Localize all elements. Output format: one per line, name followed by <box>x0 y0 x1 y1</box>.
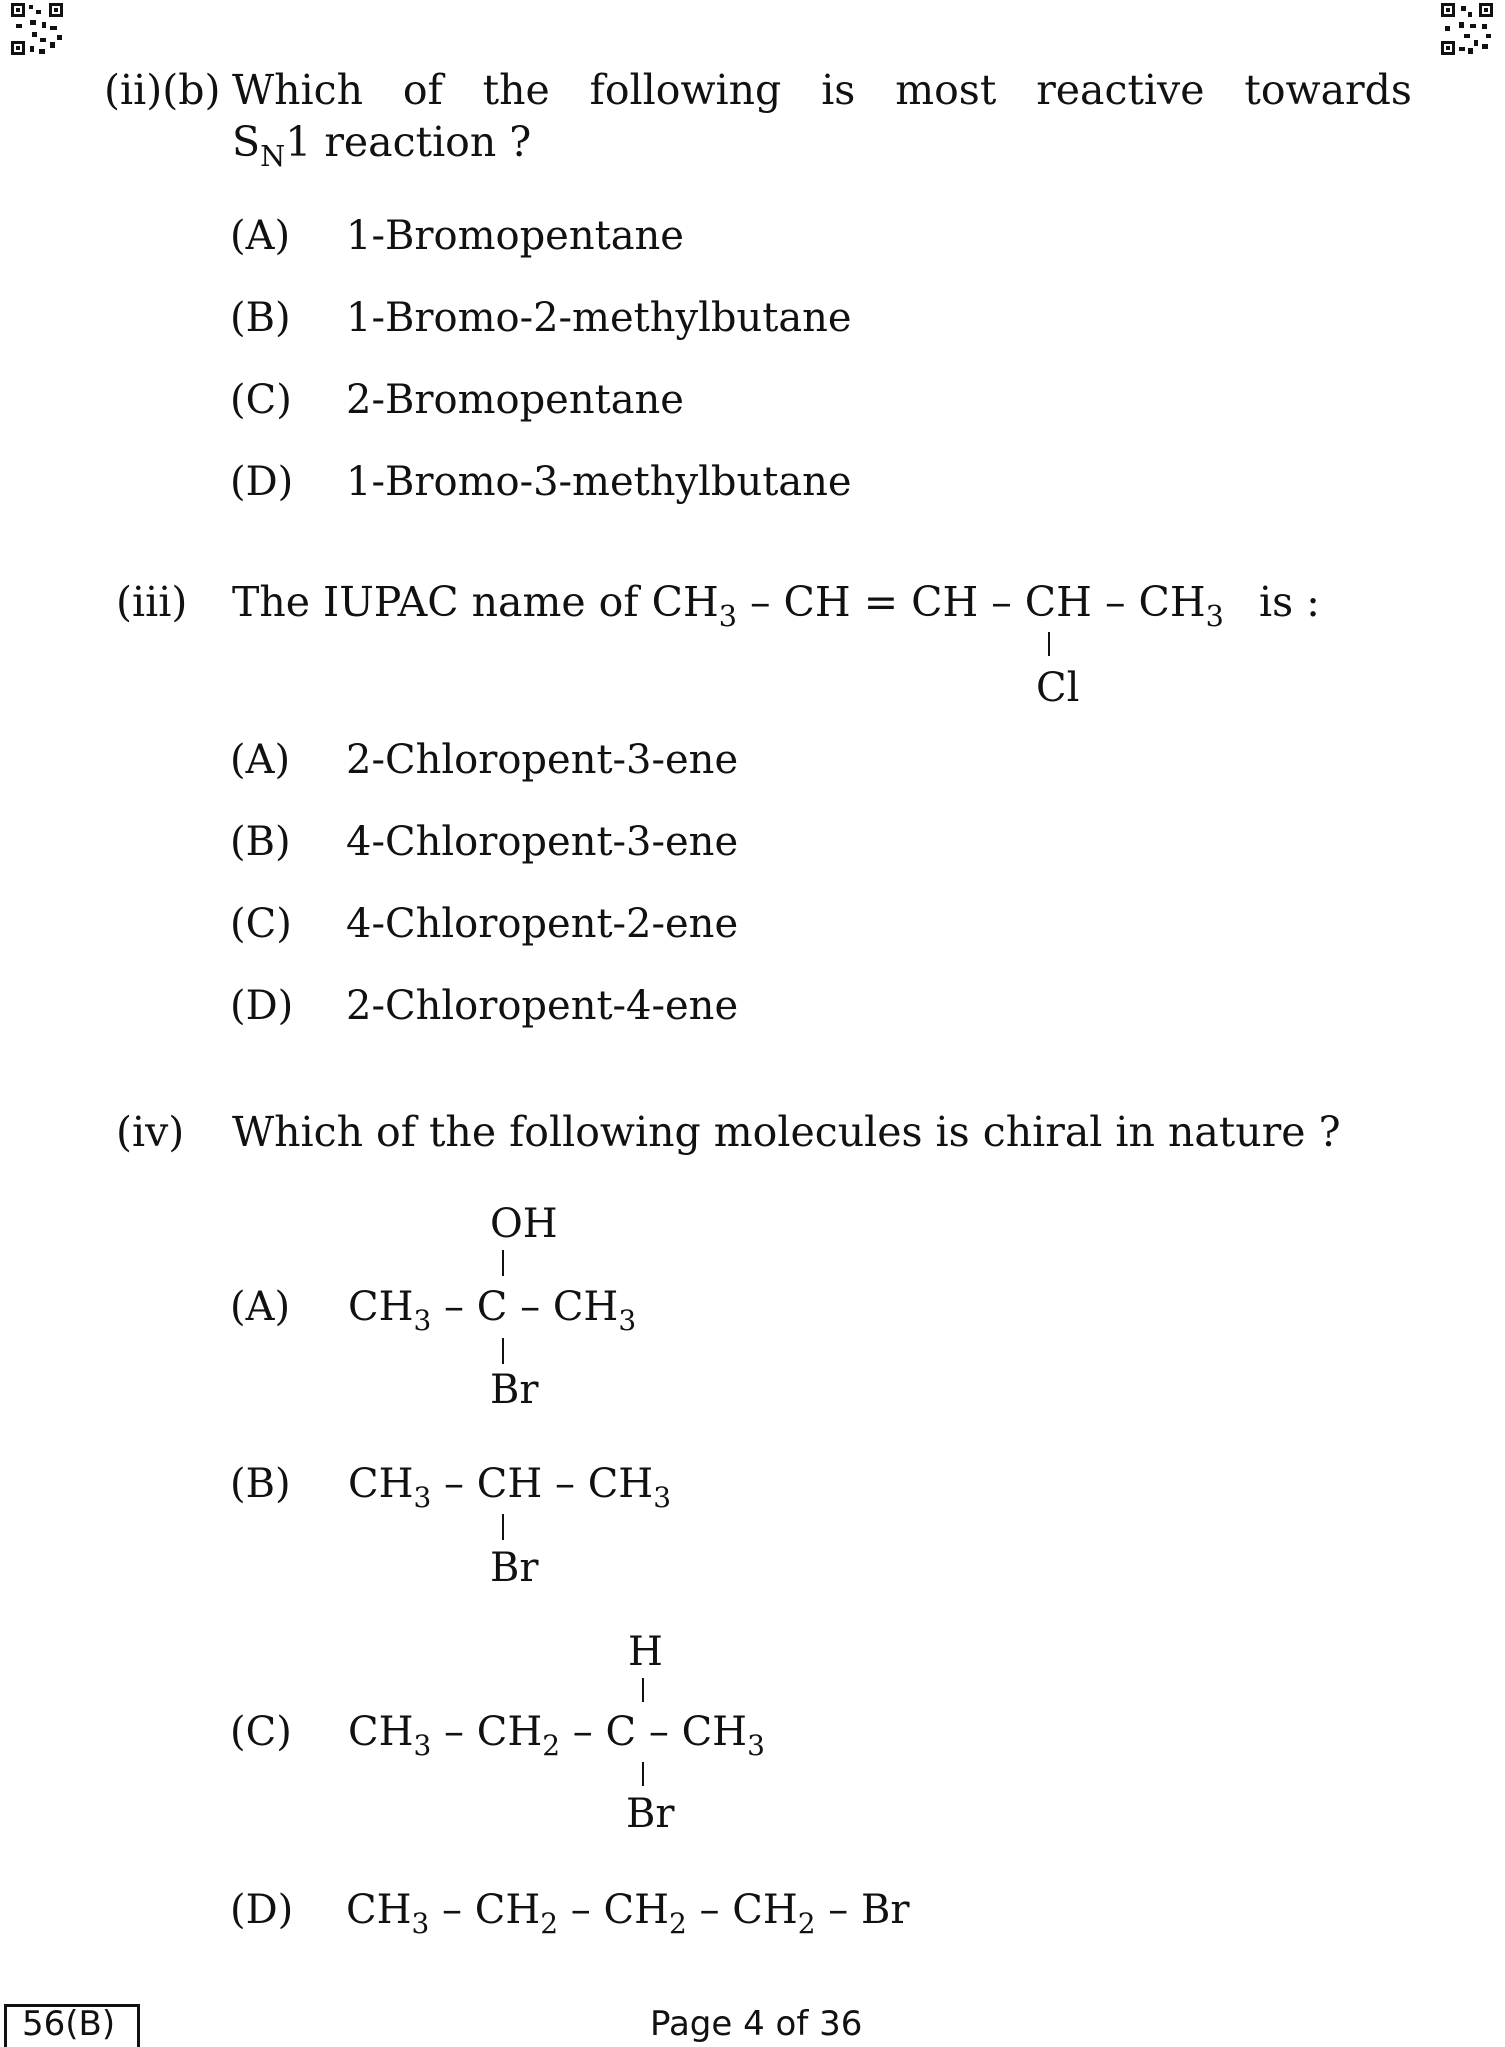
question-line <box>232 66 1412 115</box>
question-number: (iv) <box>116 1108 185 1156</box>
question-word: Which <box>232 66 364 114</box>
option-text: 4-Chloropent-2-ene <box>346 901 739 947</box>
bond-line <box>642 1762 644 1786</box>
option-label: (D) <box>230 459 294 505</box>
substituent-label: Cl <box>1036 665 1080 711</box>
question-line: $S_N1$ reaction ? <box>232 118 532 174</box>
qr-code-top-right <box>1440 2 1494 56</box>
option-label: (C) <box>230 901 292 947</box>
question-word: of <box>402 66 443 114</box>
central-carbon: C <box>605 1709 637 1755</box>
page-number: Page 4 of 36 <box>650 2004 863 2044</box>
substituent-bottom: Br <box>626 1791 675 1837</box>
option-text: 1-Bromo-3-methylbutane <box>346 459 852 505</box>
central-carbon: CH <box>476 1461 543 1507</box>
chemical-formula: $CH_3$ – CH – $CH_3$ <box>348 1461 672 1514</box>
chemical-formula: $CH_3 - CH_2$ – C – $CH_3$ <box>348 1709 765 1762</box>
option-label: (D) <box>230 983 294 1029</box>
option-text: 1-Bromo-2-methylbutane <box>346 295 852 341</box>
option-text: 2-Chloropent-3-ene <box>346 737 739 783</box>
option-label: (B) <box>230 295 291 341</box>
bond-line <box>502 1514 504 1540</box>
substituent-top: OH <box>490 1201 558 1247</box>
question-number: (iii) <box>116 578 188 626</box>
question-word: reactive <box>1036 66 1205 114</box>
bond-line <box>502 1338 504 1364</box>
chemical-formula: $CH_3 - CH_2 - CH_2 - CH_2$ – Br <box>346 1887 910 1940</box>
bond-line <box>502 1250 504 1276</box>
question-word: is <box>821 66 856 114</box>
option-label: (C) <box>230 377 292 423</box>
substituent-bottom: Br <box>490 1545 539 1591</box>
central-carbon: C <box>476 1284 508 1330</box>
option-text: 2-Bromopentane <box>346 377 684 423</box>
bond-line <box>642 1678 644 1702</box>
option-text: 1-Bromopentane <box>346 213 684 259</box>
question-number: (ii)(b) <box>104 66 221 114</box>
option-label: (B) <box>230 1461 291 1507</box>
option-label: (A) <box>230 737 291 783</box>
option-label: (A) <box>230 1284 291 1330</box>
substituted-carbon: CH <box>1024 578 1092 626</box>
qr-code-top-left <box>10 2 64 56</box>
substituent-top: H <box>628 1629 663 1675</box>
option-text: 4-Chloropent-3-ene <box>346 819 739 865</box>
substituent-bottom: Br <box>490 1367 539 1413</box>
paper-code: 56(B) <box>22 2004 116 2044</box>
option-label: (A) <box>230 213 291 259</box>
question-word: most <box>895 66 997 114</box>
question-text: The IUPAC name of $CH_3$ – CH = CH – CH – $CH_3$ is : <box>232 578 1320 634</box>
bond-line <box>1048 632 1050 656</box>
question-word: towards <box>1244 66 1412 114</box>
question-text: Which of the following molecules is chiral in nature ? <box>232 1108 1341 1156</box>
chemical-formula: $CH_3$ – C – $CH_3$ <box>348 1284 637 1337</box>
question-word: following <box>589 66 782 114</box>
question-word: the <box>482 66 550 114</box>
option-label: (B) <box>230 819 291 865</box>
option-label: (D) <box>230 1887 294 1933</box>
option-text: 2-Chloropent-4-ene <box>346 983 739 1029</box>
chemical-formula: $CH_3$ – CH = CH – CH – $CH_3$ <box>651 578 1224 634</box>
option-label: (C) <box>230 1709 292 1755</box>
